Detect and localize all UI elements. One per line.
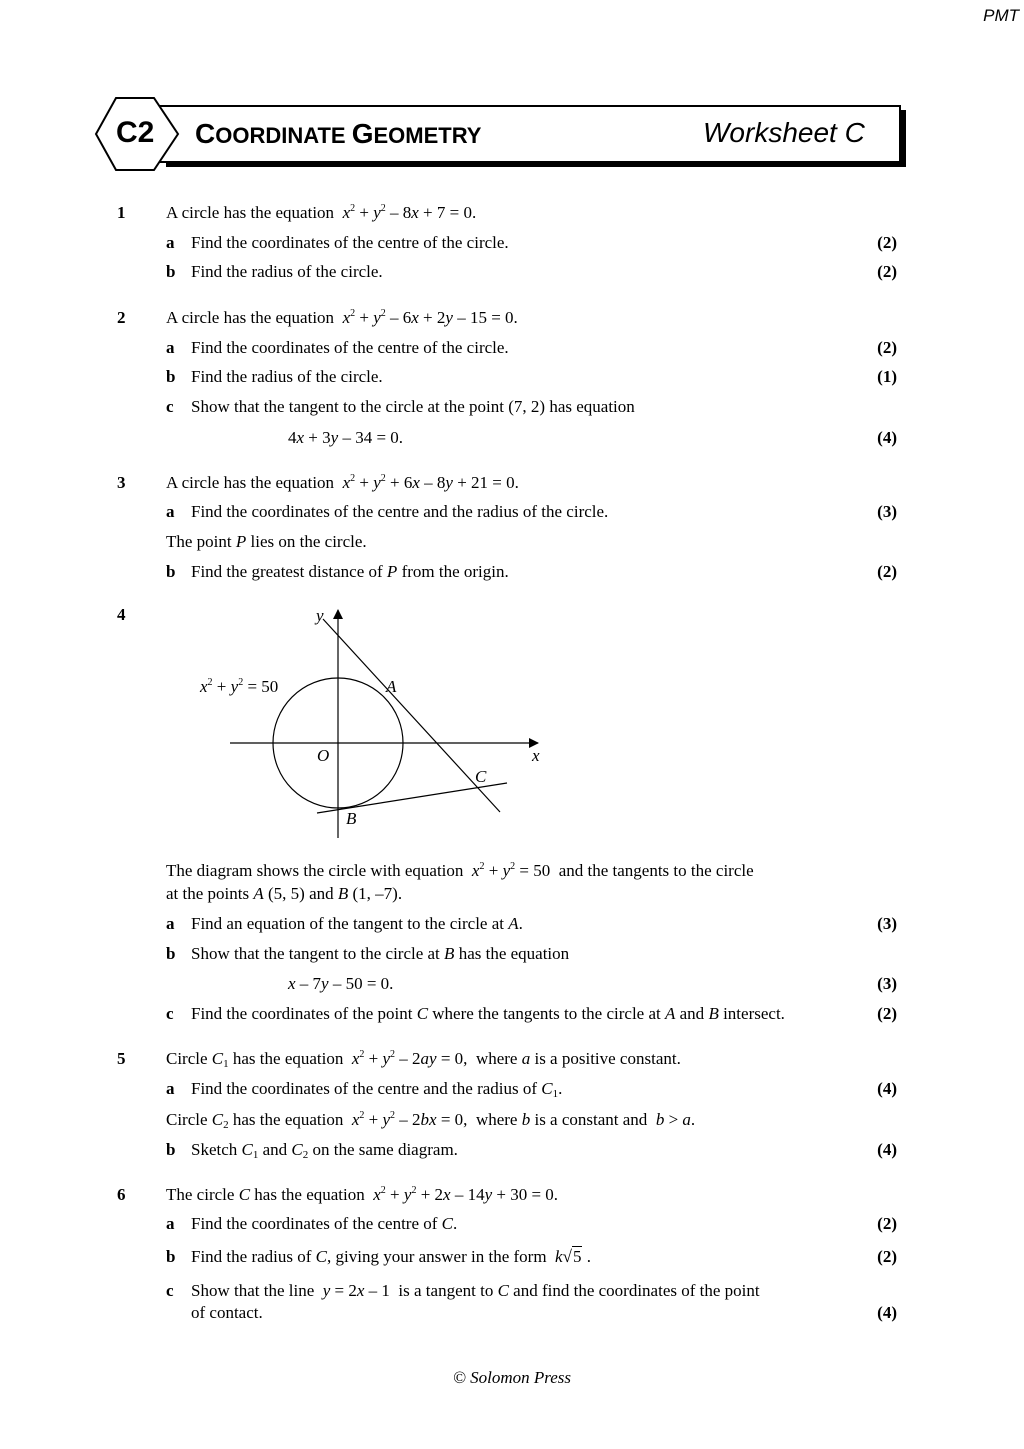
part-text: Sketch $C_1$ and $C_2$ on the same diagram. [191, 1140, 458, 1161]
part-text: Find an equation of the tangent to the circle at A. [191, 914, 523, 933]
point-c-label: C [475, 767, 487, 786]
part-label: a [166, 914, 175, 933]
circle-tangent-diagram [220, 600, 550, 840]
part-marks: (4) [877, 1303, 897, 1322]
part-text: Show that the tangent to the circle at the point (7, 2) has equation [191, 397, 635, 416]
part-marks: (4) [877, 1079, 897, 1098]
corner-label: PMT [983, 6, 1019, 25]
part-label: b [166, 367, 176, 386]
part-text: Show that the tangent to the circle at B has the equation [191, 944, 570, 963]
equation: x – 7y – 50 = 0. [288, 974, 394, 993]
circle-equation-label: $x^2 + y^2 = 50$ [200, 677, 279, 696]
part-marks: (4) [877, 428, 897, 447]
question-number: 3 [117, 473, 126, 492]
y-axis-label: y [316, 606, 324, 625]
part-marks: (2) [877, 1004, 897, 1023]
question-intro: The circle C has the equation $x^2 + y^2 + 2x - 14y + 30 = 0$. [166, 1185, 559, 1204]
part-marks: (2) [877, 1214, 897, 1233]
part-label: a [166, 338, 175, 357]
footer-copyright: © Solomon Press [452, 1368, 572, 1387]
part-text: Find the greatest distance of P from the origin. [191, 562, 509, 581]
x-axis-label: x [532, 746, 540, 765]
part-label: b [166, 944, 176, 963]
tangent-at-a [323, 619, 500, 812]
question-number: 6 [117, 1185, 126, 1204]
part-marks: (2) [877, 338, 897, 357]
question-text: The point P lies on the circle. [166, 532, 367, 551]
part-label: a [166, 233, 175, 252]
part-text: Find the radius of C, giving your answer in the form k√5 . [191, 1247, 591, 1266]
part-text: Show that the line y = 2x – 1 is a tangent to C and find the coordinates of the point [191, 1281, 760, 1300]
part-text: Find the radius of the circle. [191, 262, 383, 281]
part-marks: (2) [877, 562, 897, 581]
origin-label: O [317, 746, 330, 765]
page-title: COORDINATE GEOMETRY [195, 118, 482, 149]
part-label: b [166, 1247, 176, 1266]
question-text: at the points A (5, 5) and B (1, –7). [166, 884, 403, 903]
part-text: Find the coordinates of the centre and the radius of the circle. [191, 502, 609, 521]
unit-badge: C2 [116, 116, 155, 149]
part-marks: (1) [877, 367, 897, 386]
part-label: a [166, 1079, 175, 1098]
question-text: Circle $C_2$ has the equation $x^2 + y^2 - 2bx = 0$, where b is a constant and b > a. [166, 1110, 696, 1131]
part-text: of contact. [191, 1303, 263, 1322]
point-a-label: A [386, 677, 397, 696]
point-b-label: B [346, 809, 357, 828]
question-intro: A circle has the equation $x^2 + y^2 - 6x + 2y - 15 = 0$. [166, 308, 518, 327]
question-intro: A circle has the equation $x^2 + y^2 - 8x + 7 = 0$. [166, 203, 477, 222]
part-marks: (2) [877, 233, 897, 252]
part-marks: (3) [877, 914, 897, 933]
equation: 4x + 3y – 34 = 0. [288, 428, 404, 447]
question-number: 4 [117, 605, 126, 624]
part-label: c [166, 1281, 174, 1300]
part-text: Find the radius of the circle. [191, 367, 383, 386]
part-label: a [166, 502, 175, 521]
part-marks: (2) [877, 1247, 897, 1266]
part-marks: (3) [877, 502, 897, 521]
part-marks: (3) [877, 974, 897, 993]
part-marks: (4) [877, 1140, 897, 1159]
part-text: Find the coordinates of the centre and the radius of $C_1$. [191, 1079, 563, 1100]
worksheet-label: Worksheet C [703, 117, 865, 148]
part-label: b [166, 1140, 176, 1159]
part-text: Find the coordinates of the point C where the tangents to the circle at A and B intersect. [191, 1004, 785, 1023]
part-marks: (2) [877, 262, 897, 281]
part-label: a [166, 1214, 175, 1233]
part-text: Find the coordinates of the centre of C. [191, 1214, 458, 1233]
question-intro: Circle $C_1$ has the equation $x^2 + y^2 - 2ay = 0$, where a is a positive constant. [166, 1049, 681, 1070]
question-text: The diagram shows the circle with equation $x^2 + y^2 = 50$ and the tangents to the circle [166, 861, 754, 880]
part-label: b [166, 262, 176, 281]
question-number: 5 [117, 1049, 126, 1068]
part-text: Find the coordinates of the centre of the circle. [191, 338, 509, 357]
question-number: 2 [117, 308, 126, 327]
part-label: c [166, 397, 174, 416]
part-label: b [166, 562, 176, 581]
question-intro: A circle has the equation $x^2 + y^2 + 6x - 8y + 21 = 0$. [166, 473, 519, 492]
part-label: c [166, 1004, 174, 1023]
question-number: 1 [117, 203, 126, 222]
part-text: Find the coordinates of the centre of the circle. [191, 233, 509, 252]
